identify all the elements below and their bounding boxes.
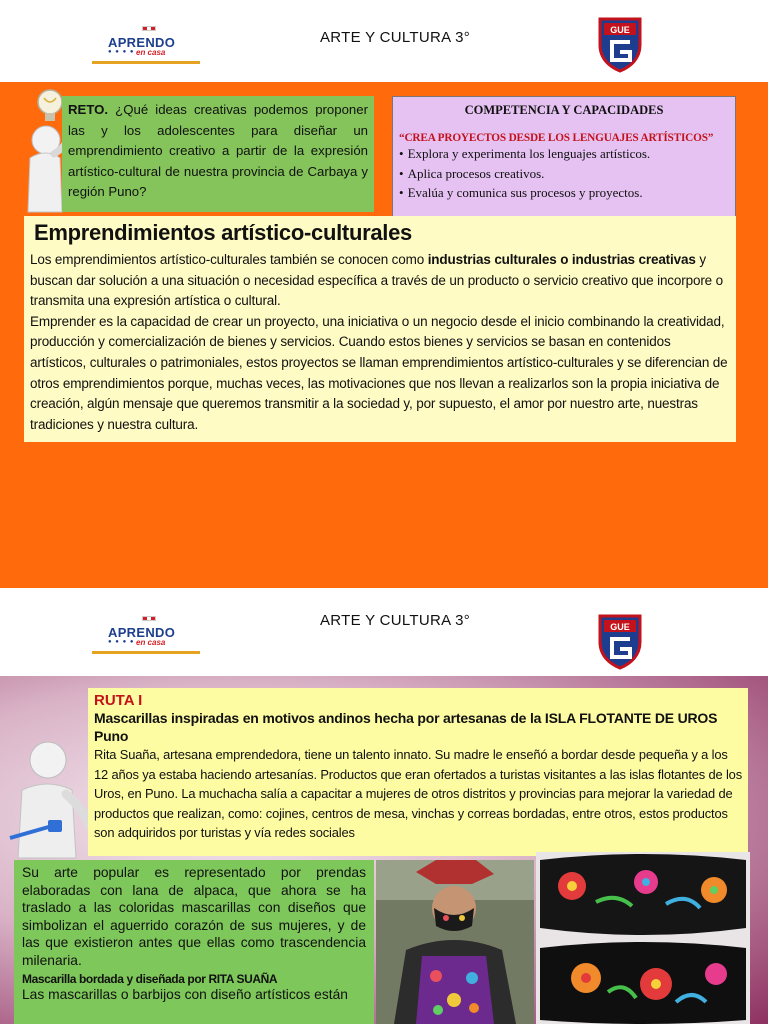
logo-subtext: en casa [136,48,166,57]
thinker-figure-icon [4,730,94,860]
reto-challenge-box [62,96,374,212]
arte-popular-text: Su arte popular es representado por prendas elaboradas con lana de alpaca, que ahora se ha traslado a las coloridas mascarillas con diseños que simbolizan el aguerrido corazón de sus mujeres, y de las que existieron antes que ellas como trascendencia milenaria. [22,865,366,968]
course-title: ARTE Y CULTURA 3° [319,612,471,629]
ruta-heading: Mascarillas inspiradas en motivos andinos hecha por artesanas de la ISLA FLOTANTE DE UROS Puno [94,710,718,744]
capacidad-item: • Explora y experimenta los lenguajes artísticos. [399,144,729,164]
reto-label: RETO. [68,102,109,117]
capacidad-item: • Aplica procesos creativos. [399,164,729,184]
p1-bold: industrias culturales o industrias creativas [427,252,696,267]
crest-text: GUE [610,25,630,35]
capacidades-list [399,144,729,203]
reto-question: ¿Qué ideas creativas podemos proponer las y los adolescentes para diseñar un emprendimiento creativo a partir de la expresión artístico-cultural de nuestra provincia de Carbaya y región Puno? [68,102,368,199]
school-crest-icon [596,15,644,73]
logo-bar [92,61,200,64]
emprendimientos-box [24,216,736,442]
p1-text-end: y buscan dar solución a una situación o necesidad específica a través de un producto o servicio creativo que incorpore o transmita una expresión artística o cultural. [30,252,723,309]
logo-subtext: en casa [136,638,166,647]
peru-flag-icon [142,616,156,621]
emprendimientos-paragraph-1 [30,250,730,312]
logo-text: APRENDO [108,35,176,50]
aprendo-en-casa-logo [92,26,200,64]
competencia-title: COMPETENCIA Y CAPACIDADES [464,103,664,117]
course-title: ARTE Y CULTURA 3° [319,29,471,46]
page-header [0,0,768,82]
emprendimientos-paragraph-2: Emprender es la capacidad de crear un proyecto, una iniciativa o un negocio desde el inicio combinando la creatividad, producción y comercialización de bienes y servicios. Cuando estos bienes y servicios se basan en contenidos artísticos, culturales o patrimoniales, estos proyectos se llaman emprendimientos artístico-culturales y se diferencian de otros emprendimientos porque, muchas veces, las motivaciones que nos llevan a realizarlos son la propia iniciativa de creación, algún mensaje que queremos transmitir a la sociedad y, por supuesto, el amor por nuestro arte, nuestras tradiciones y nuestra cultura. [30,313,728,432]
capacidad-item: • Evalúa y comunica sus procesos y proyectos. [399,183,729,203]
logo-dots-icon: ● ● ● ● [108,49,135,55]
aprendo-en-casa-logo [92,616,200,654]
arte-popular-box [14,860,374,1024]
logo-text: APRENDO [108,625,176,640]
ruta-label: RUTA I [94,692,143,709]
crest-text: GUE [610,622,630,632]
competencia-box [392,96,736,220]
mascarilla-caption: Mascarilla bordada y diseñada por RITA SUAÑA [22,971,278,986]
peru-flag-icon [142,26,156,31]
page-header [0,590,768,676]
logo-dots-icon: ● ● ● ● [108,639,135,645]
logo-bar [92,651,200,654]
mascarillas-text: Las mascarillas o barbijos con diseño artísticos están [22,986,348,1002]
ruta-box [88,688,748,856]
p1-text: Los emprendimientos artístico-culturales también se conocen como [30,252,428,267]
embroidered-masks-photo [536,852,750,1024]
school-crest-icon [596,612,644,670]
ruta-text: Rita Suaña, artesana emprendedora, tiene un talento innato. Su madre le enseñó a bordar desde pequeña y a los 12 años ya estaba haciendo artesanías. Productos que eran ofertados a turistas visitantes a las islas flotantes de los Uros, en Puno. La muchacha salía a capacitar a mujeres de otros distritos y provincias para mejorar la variedad de productos que realizan, como: cojines, centros de mesa, vinchas y correas bordadas, entre otros, estos productos son adquiridos por turistas y vía redes sociales [94,747,743,841]
emprendimientos-title: Emprendimientos artístico-culturales [34,220,412,245]
competencia-subtitle: “CREA PROYECTOS DESDE LOS LENGUAJES ARTÍSTICOS” [399,132,714,144]
embroidered-mask-woman-photo [376,860,534,1024]
